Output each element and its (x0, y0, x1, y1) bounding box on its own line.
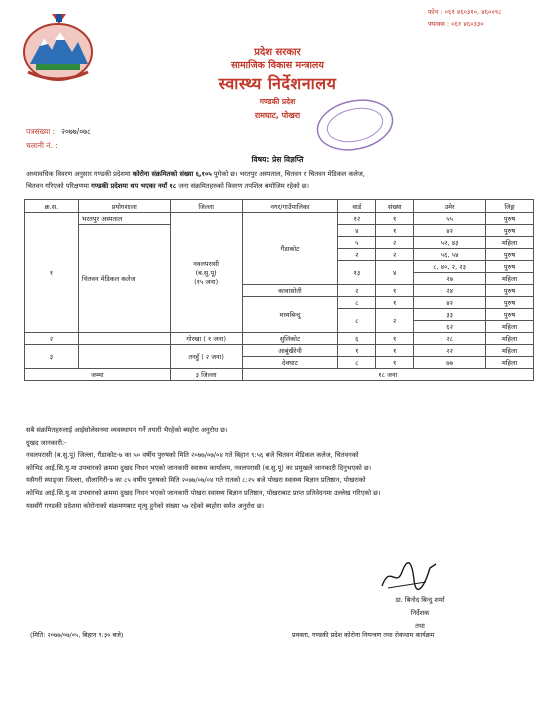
sex-cell: पुरुष (486, 261, 534, 273)
municipality-cell: मध्यबिन्दु (242, 297, 338, 333)
table-header: संख्या (376, 200, 414, 213)
letterhead-directorate: स्वास्थ्य निर्देशनालय (218, 74, 337, 93)
table-header: उमेर (414, 200, 486, 213)
age-cell: ८, ४०, २, २३ (414, 261, 486, 273)
age-cell: २८ (414, 333, 486, 345)
lab-cell (78, 333, 170, 345)
district-cell: गोरखा ( १ जना) (170, 333, 242, 345)
count-cell: १ (376, 285, 414, 297)
serial-cell: १ (25, 213, 79, 333)
age-cell: ३३ (414, 309, 486, 321)
age-cell: २२ (414, 345, 486, 357)
intro-text: पुगेको छ। भरतपुर अस्पताल, चितवन र चितवन मेडिकल कलेज, (211, 170, 365, 178)
letterhead-government: प्रदेश सरकार (254, 47, 301, 58)
sex-cell: पुरुष (486, 297, 534, 309)
district-cell (170, 213, 242, 333)
municipality-cell: कावासोती (242, 285, 338, 297)
intro-text: चितवन गरिएको परिक्षणमा (26, 182, 92, 190)
reference-number-value: २०७७/०७८ (61, 127, 91, 136)
sex-cell: पुरुष (486, 285, 534, 297)
count-cell: २ (376, 309, 414, 333)
sad-news-line: कोभिड आई.सि.यु.मा उपचारको क्रममा दुखद निधन भएको जानकारी पोखरा स्वास्थ्य बिज्ञान प्रतिष्ठान, पोखराबाट प्राप्त प्रतिवेदनमा उल्लेख गरिएको छ। (26, 488, 381, 497)
total-people: १८ जना (242, 369, 533, 381)
count-cell: १ (376, 213, 414, 225)
total-label: जम्मा (25, 369, 171, 381)
table-header: प्रयोगशाला (78, 200, 170, 213)
count-cell: १ (376, 333, 414, 345)
count-cell: १ (376, 297, 414, 309)
intro-paragraph (26, 168, 532, 192)
table-header: वार्ड (338, 200, 376, 213)
sex-cell: महिला (486, 237, 534, 249)
sad-news-heading: दुखद जानकारी:- (26, 438, 67, 447)
sad-news-line: यससँगै गण्डकी प्रदेशमा कोरोनाको संक्रमणबाट मृत्यु हुनेको संख्या ५७ रहेको ब्यहोरा समेत अनुरोध छ। (26, 501, 264, 510)
dispatch-number (26, 141, 64, 151)
release-date: (मिति: २०७७/०७/०५, बिहान ९:३० बजे) (30, 631, 124, 639)
lab-cell: भरतपुर अस्पताल (78, 213, 170, 225)
letterhead-province: गण्डकी प्रदेश (259, 97, 296, 106)
ward-cell: ६ (338, 333, 376, 345)
sex-cell: पुरुष (486, 213, 534, 225)
subject-line: विषय: प्रेस विज्ञप्ति (251, 155, 304, 164)
district-cell: तनहुँ ( २ जना) (170, 345, 242, 369)
age-cell: २४ (414, 285, 486, 297)
sex-cell: महिला (486, 321, 534, 333)
table-header: नगर/गाउँपालिका (242, 200, 338, 213)
intro-new-cases: गण्डकी प्रदेशमा थप भएका नयाँ १८ (91, 182, 177, 190)
sex-cell: पुरुष (486, 309, 534, 321)
ward-cell: १३ (338, 261, 376, 285)
count-cell: ४ (376, 261, 414, 285)
ward-cell: ८ (338, 309, 376, 333)
letterhead-ministry: सामाजिक विकास मन्त्रालय (231, 60, 324, 71)
lab-cell (78, 345, 170, 369)
sad-news-line: यसैगरी स्याङ्जा जिल्ला, धौलागिरी-७ का ८५ वर्षीय पुरुषको मिति २०७७/०७/०४ गते रातको ८:२५ बजे पोखरा स्वास्थ्य बिज्ञान प्रतिष्ठान, पोखराको (26, 476, 366, 485)
letterhead-location: रामघाट, पोखरा (254, 111, 301, 120)
signatory-name: डा. बिनोद बिन्दु शर्मा (395, 596, 445, 604)
ward-cell: १२ (338, 213, 376, 225)
table-row (25, 333, 534, 345)
municipality-cell: देवघाट (242, 357, 338, 369)
intro-total-cases: कोरोना संक्रमितको संख्या ६,१०५ (132, 170, 212, 178)
ward-cell: १ (338, 345, 376, 357)
table-total-row (25, 369, 534, 381)
table-header: जिल्ला (170, 200, 242, 213)
signatory-title: निर्देशक (410, 609, 430, 617)
intro-text: अध्यावधिक विवरण अनुसार गण्डकी प्रदेशमा (26, 170, 133, 178)
serial-cell: २ (25, 333, 79, 345)
age-cell: ६२ (414, 321, 486, 333)
sex-cell: पुरुष (486, 249, 534, 261)
sad-news-line: नवलपरासी (ब.सु.पू) जिल्ला, गैंडाकोट-७ का ५० वर्षीय पुरुषको मिति २०७७/०७/०४ गते बिहान ९:५६ बजे चितवन मेडिकल कलेज, चितवनको (26, 451, 359, 460)
reference-number-label: पत्रसंख्या : (26, 127, 56, 136)
ward-cell: २ (338, 249, 376, 261)
count-cell: १ (376, 225, 414, 237)
sex-cell: महिला (486, 345, 534, 357)
district-note: (ब.सु.पू) (195, 269, 217, 277)
municipality-cell: सुलिकोट (242, 333, 338, 345)
sex-cell: महिला (486, 333, 534, 345)
contact-phone: फोन : ०६१ ४६०३१०, ४६००९८ (428, 8, 502, 16)
table-header-row (25, 200, 534, 213)
count-cell: २ (376, 249, 414, 261)
table-header: क्र.स. (25, 200, 79, 213)
lab-cell: चितवन मेडिकल कलेज (78, 225, 170, 333)
age-cell: ७७ (414, 357, 486, 369)
table-row (25, 213, 534, 225)
isolation-note: सबै संक्रमितहरुलाई आईसोलेसनमा व्यवस्थापन गर्ने तयारी भैरहेको ब्यहोरा अनुरोध छ। (26, 426, 228, 434)
count-cell: १ (376, 357, 414, 369)
age-cell: ५५ (414, 213, 486, 225)
dispatch-number-label: चलानी नं. : (26, 141, 58, 150)
age-cell: २७ (414, 273, 486, 285)
municipality-cell: आबुंखैरेनी (242, 345, 338, 357)
signature-icon (378, 558, 440, 594)
intro-text: जना संक्रमितहरुको विवरण तपशिल बमोजिम रहेको छ। (176, 182, 309, 190)
reference-number (26, 127, 91, 137)
table-row (25, 345, 534, 357)
total-districts: ३ जिल्ला (170, 369, 242, 381)
ward-cell: ८ (338, 357, 376, 369)
district-name: नवलपरासी (193, 260, 219, 268)
sex-cell: महिला (486, 357, 534, 369)
ward-cell: ४ (338, 225, 376, 237)
ward-cell: ५ (338, 237, 376, 249)
serial-cell: ३ (25, 345, 79, 369)
sad-news-line: कोभिड आई.सि.यु.मा उपचारको क्रममा दुखद निधन भएको जानकारी स्वास्थ्य कार्यालय, नवलपरासी (ब.सु.पू) का प्रमुखले जानकारी दिनुभएको छ। (26, 463, 372, 472)
district-count: (१५ जना) (194, 278, 219, 286)
office-stamp-icon (312, 94, 398, 156)
age-cell: ५२, ४३ (414, 237, 486, 249)
age-cell: ४२ (414, 225, 486, 237)
count-cell: २ (376, 237, 414, 249)
ward-cell: २ (338, 285, 376, 297)
table-header: लिङ्ग (486, 200, 534, 213)
age-cell: ५६, ५४ (414, 249, 486, 261)
sex-cell: पुरुष (486, 225, 534, 237)
age-cell: ४२ (414, 297, 486, 309)
contact-fax: फ्याक्स : ०६१ ४६०३३० (428, 20, 484, 28)
municipality-cell: गैंडाकोट (242, 213, 338, 285)
ward-cell: ८ (338, 297, 376, 309)
contact-info (428, 6, 502, 30)
spokesperson-line: प्रवक्ता, गण्डकी प्रदेश कोरोना नियन्त्रण तथा रोकथाम कार्यक्रम (292, 631, 435, 639)
notes-section (26, 424, 532, 512)
signatory-tatha: तथा (415, 622, 425, 630)
sex-cell: महिला (486, 273, 534, 285)
cases-table (24, 199, 534, 381)
count-cell: १ (376, 345, 414, 357)
